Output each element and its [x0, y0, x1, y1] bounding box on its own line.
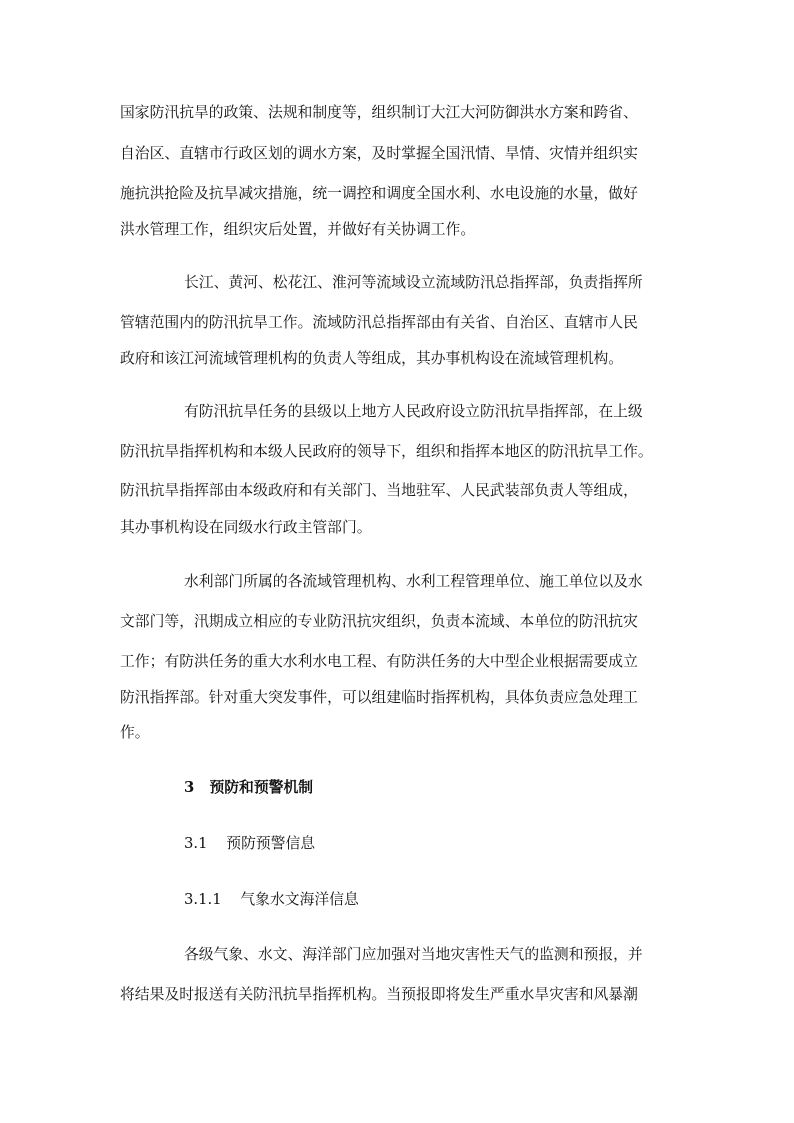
section-heading-3-1	[184, 834, 315, 854]
text-line: 自治区、直辖市行政区划的调水方案，及时掌握全国汛情、旱情、灾情并组织实	[120, 145, 638, 162]
section-title: 气象水文海洋信息	[240, 891, 359, 908]
text-line: 作。	[120, 724, 150, 741]
text-line: 防汛抗旱指挥机构和本级人民政府的领导下，组织和指挥本地区的防汛抗旱工作。	[120, 443, 653, 460]
text-line: 洪水管理工作，组织灾后处置，并做好有关协调工作。	[120, 221, 476, 238]
section-title: 预防预警信息	[226, 835, 316, 852]
section-title: 预防和预警机制	[209, 779, 314, 796]
text-line: 管辖范围内的防汛抗旱工作。流域防汛总指挥部由有关省、自治区、直辖市人民	[120, 314, 638, 331]
text-line: 文部门等，汛期成立相应的专业防汛抗灾组织，负责本流域、本单位的防汛抗灾	[120, 613, 638, 630]
section-heading-3-1-1	[184, 890, 359, 910]
section-number: 3.1	[184, 835, 208, 852]
text-line: 防汛抗旱指挥部由本级政府和有关部门、当地驻军、人民武装部负责人等组成，	[120, 482, 638, 499]
text-line: 国家防汛抗旱的政策、法规和制度等，组织制订大江大河防御洪水方案和跨省、	[120, 104, 638, 121]
section-number: 3	[184, 779, 195, 796]
section-number: 3.1.1	[184, 891, 222, 908]
text-line: 水利部门所属的各流域管理机构、水利工程管理单位、施工单位以及水	[184, 573, 643, 590]
text-line: 长江、黄河、松花江、淮河等流域设立流域防汛总指挥部，负责指挥所	[184, 274, 643, 291]
text-line: 其办事机构设在同级水行政主管部门。	[120, 519, 372, 536]
text-line: 防汛指挥部。针对重大突发事件，可以组建临时指挥机构，具体负责应急处理工	[120, 689, 638, 706]
text-line: 政府和该江河流域管理机构的负责人等组成，其办事机构设在流域管理机构。	[120, 350, 624, 367]
text-line: 工作；有防洪任务的重大水利水电工程、有防洪任务的大中型企业根据需要成立	[120, 653, 638, 670]
text-line: 各级气象、水文、海洋部门应加强对当地灾害性天气的监测和预报，并	[184, 946, 643, 963]
section-heading-3	[184, 778, 313, 798]
text-line: 将结果及时报送有关防汛抗旱指挥机构。当预报即将发生严重水旱灾害和风暴潮	[120, 986, 638, 1003]
text-line: 施抗洪抢险及抗旱减灾措施，统一调控和调度全国水利、水电设施的水量，做好	[120, 185, 638, 202]
text-line: 有防汛抗旱任务的县级以上地方人民政府设立防汛抗旱指挥部，在上级	[184, 403, 643, 420]
